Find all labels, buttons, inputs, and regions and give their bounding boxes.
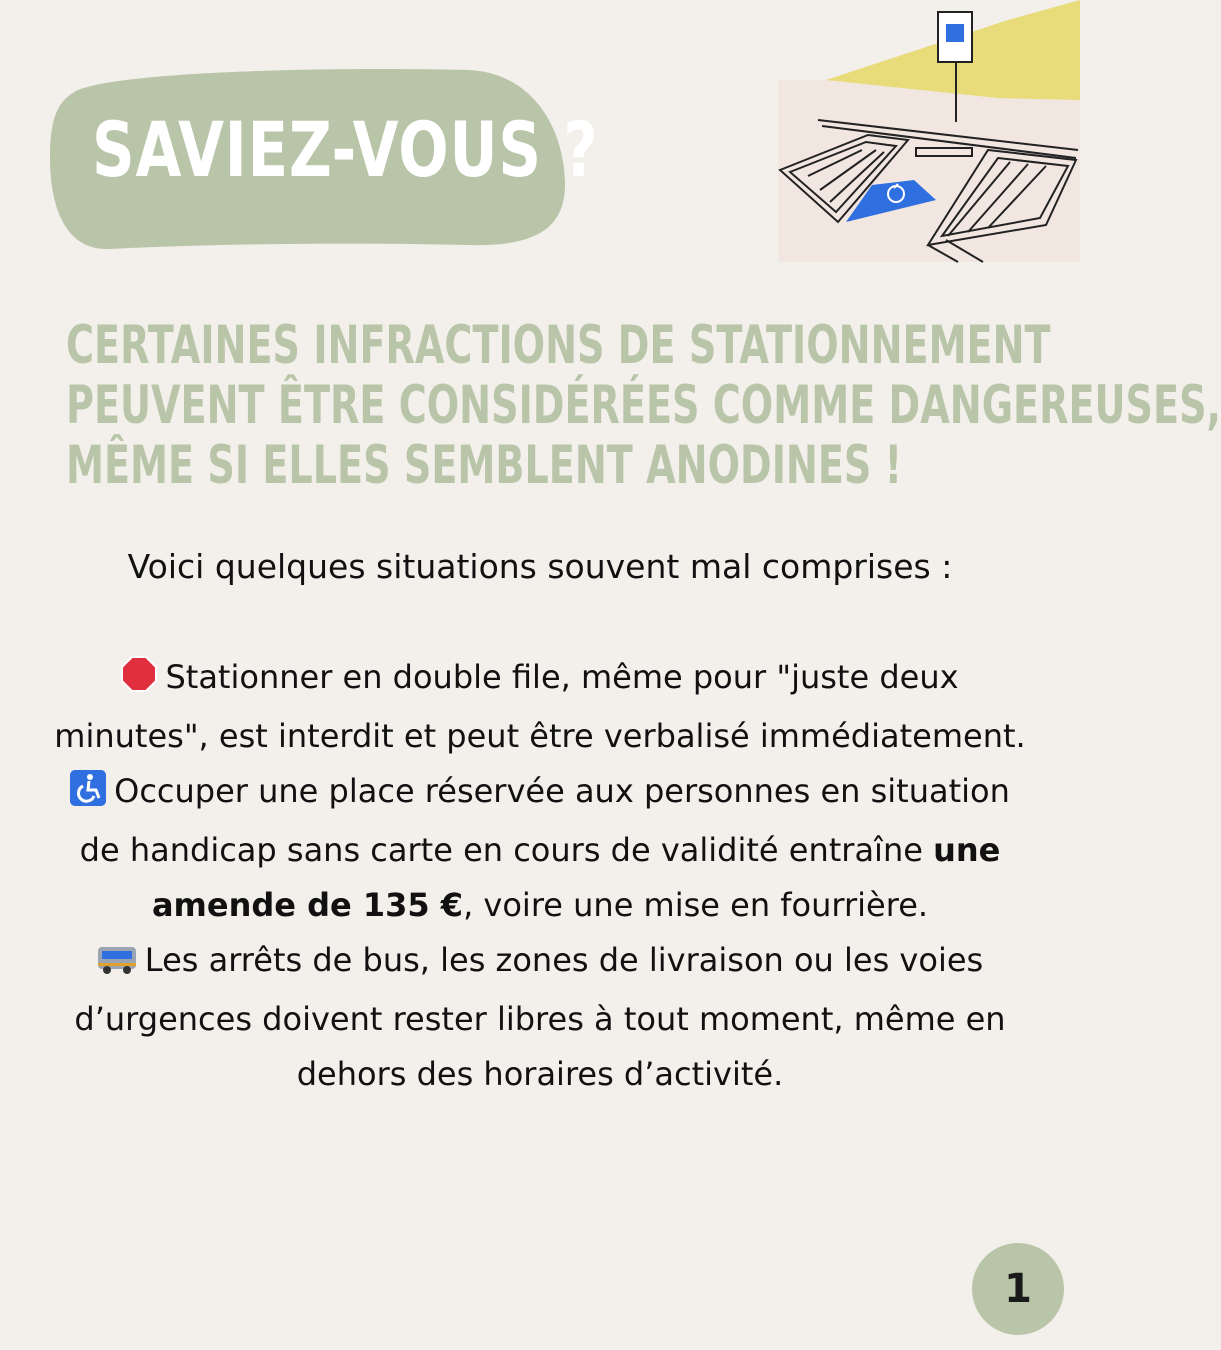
- list-item: [50, 933, 1030, 1102]
- intro-text: Voici quelques situations souvent mal comprises :: [127, 547, 953, 586]
- infractions-list: [50, 650, 1030, 1102]
- stop-sign-icon: [121, 654, 157, 709]
- page-title: SAVIEZ-VOUS ?: [92, 105, 599, 194]
- item-2-text-before: Occuper une place réservée aux personnes en situation de handicap sans carte en cours de validité entraîne: [79, 772, 1010, 869]
- item-2-text-after: , voire une mise en fourrière.: [463, 886, 929, 924]
- item-1-text: Stationner en double file, même pour "juste deux minutes", est interdit et peut être verbalisé immédiatement.: [54, 658, 1026, 755]
- parking-illustration: [778, 0, 1080, 262]
- item-3-text: Les arrêts de bus, les zones de livraison ou les voies d’urgences doivent rester libres à tout moment, même en dehors des horaires d’activité.: [74, 941, 1006, 1093]
- subtitle-line-1: CERTAINES INFRACTIONS DE STATIONNEMENT: [66, 315, 1051, 376]
- subtitle: [66, 315, 1221, 496]
- list-item: [50, 650, 1030, 764]
- page-number-badge: 1: [972, 1243, 1064, 1335]
- subtitle-line-2: PEUVENT ÊTRE CONSIDÉRÉES COMME DANGEREUSES,: [66, 375, 1221, 436]
- fine-amount: une amende de 135 €: [151, 831, 1001, 924]
- subtitle-line-3: MÊME SI ELLES SEMBLENT ANODINES !: [66, 435, 903, 496]
- list-item: [50, 764, 1030, 933]
- wheelchair-icon: [70, 768, 106, 823]
- bus-icon: [97, 937, 137, 992]
